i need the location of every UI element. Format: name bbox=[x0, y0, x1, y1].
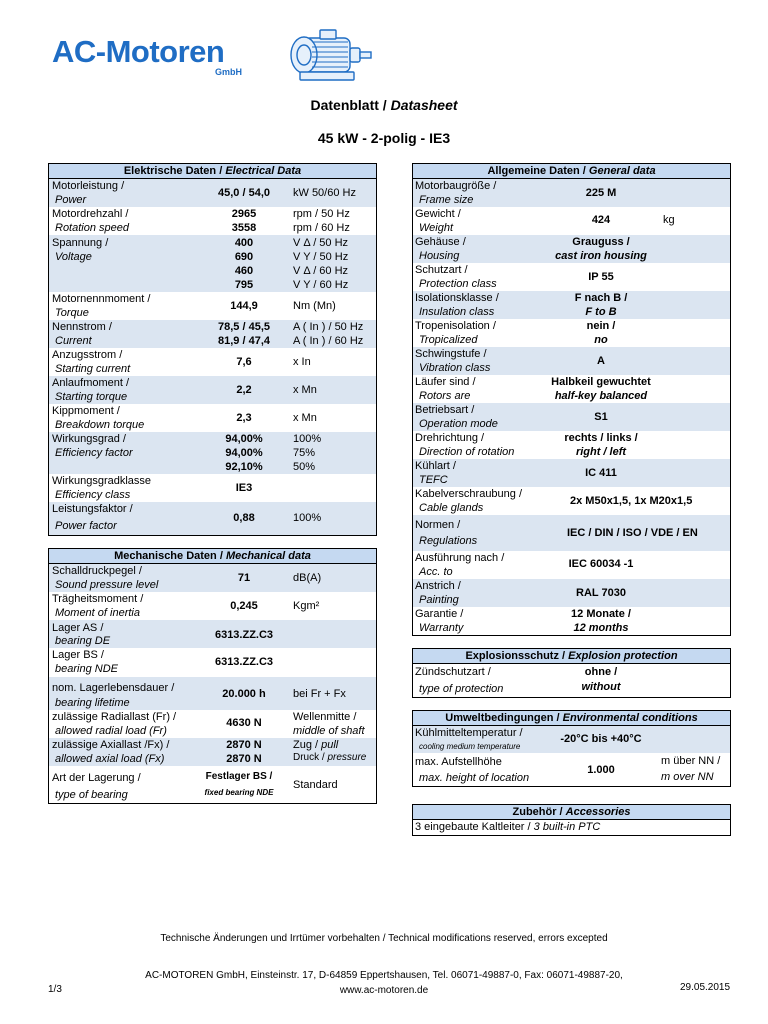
logo-subtext: GmbH bbox=[215, 67, 242, 77]
row-efficiency: Wirkungsgrad / Efficiency factor 94,00% 100% 94,00% 75% 92,10% 50% bbox=[49, 432, 376, 474]
row-housing: Gehäuse / Housing Grauguss / cast iron housing bbox=[413, 235, 730, 263]
document-subtitle: 45 kW - 2-polig - IE3 bbox=[317, 130, 451, 146]
row-weight: Gewicht / Weight 424 kg bbox=[415, 208, 675, 234]
row-radial-load: zulässige Radiallast (Fr) / allowed radial load (Fr) 4630 N Wellenmitte / middle of shaft bbox=[52, 711, 365, 737]
row-axial-load: zulässige Axiallast /Fx) / allowed axial load (Fx) 2870 N Zug / pull 2870 N Druck / pressure bbox=[49, 738, 376, 766]
row-tropicalized: Tropenisolation / Tropicalized nein / no bbox=[415, 320, 616, 346]
row-bearing-type: Art der Lagerung / type of bearing Festlager BS / fixed bearing NDE Standard bbox=[52, 771, 338, 801]
document-date: 29.05.2015 bbox=[680, 982, 731, 993]
row-rotors: Läufer sind / Rotors are Halbkeil gewuchtet half-key balanced bbox=[415, 376, 651, 402]
accessories-header: Zubehör / Accessories bbox=[413, 805, 730, 820]
row-bearing-nde: Lager BS / bearing NDE 6313.ZZ.C3 bbox=[52, 649, 274, 675]
row-regulations: Normen / Regulations IEC / DIN / ISO / VDE / EN bbox=[413, 515, 730, 551]
row-starting-torque: Anlaufmoment / Starting torque 2,2 x Mn bbox=[49, 376, 376, 404]
row-operation-mode: Betriebsart / Operation mode S1 bbox=[413, 403, 730, 431]
row-power-factor: Leistungsfaktor / Power factor 0,88 100% bbox=[49, 502, 376, 535]
row-cooling: Kühlart / TEFC IC 411 bbox=[413, 459, 730, 487]
environmental-conditions-header: Umweltbedingungen / Environmental conditions bbox=[413, 711, 730, 726]
electrical-data-table bbox=[48, 163, 377, 536]
row-painting: Anstrich / Painting RAL 7030 bbox=[413, 579, 730, 607]
row-cable-glands: Kabelverschraubung / Cable glands 2x M50x1,5, 1x M20x1,5 bbox=[415, 488, 693, 514]
company-address bbox=[0, 968, 768, 998]
electrical-data-header: Elektrische Daten / Electrical Data bbox=[49, 164, 376, 179]
accessories-table bbox=[412, 804, 731, 836]
logo-text: AC-Motoren bbox=[52, 34, 225, 69]
row-protection-class: Schutzart / Protection class IP 55 bbox=[415, 264, 614, 290]
row-ignition-protection: Zündschutzart / type of protection ohne / without bbox=[415, 666, 621, 695]
document-title: Datenblatt / Datasheet bbox=[310, 97, 458, 113]
environmental-conditions-table bbox=[412, 710, 731, 787]
row-efficiency-class: Wirkungsgradklasse Efficiency class IE3 bbox=[52, 475, 253, 501]
row-accessory-ptc: 3 eingebaute Kaltleiter / 3 built-in PTC bbox=[415, 821, 601, 833]
row-power: Motorleistung / Power 45,0 / 54,0 kW 50/60 Hz bbox=[49, 179, 376, 207]
row-torque: Motornennmoment / Torque 144,9 Nm (Mn) bbox=[52, 293, 336, 319]
general-data-table bbox=[412, 163, 731, 636]
company-logo bbox=[52, 34, 242, 77]
explosion-protection-table bbox=[412, 648, 731, 698]
explosion-protection-header: Explosionsschutz / Explosion protection bbox=[413, 649, 730, 664]
motor-illustration bbox=[282, 28, 374, 84]
address-line: AC-MOTOREN GmbH, Einsteinstr. 17, D-64859 Eppertshausen, Tel. 06071-49887-0, Fax: 06071-49887-20, bbox=[145, 970, 623, 981]
row-design: Ausführung nach / Acc. to IEC 60034 -1 bbox=[415, 552, 634, 578]
row-bearing-de: Lager AS / bearing DE 6313.ZZ.C3 bbox=[49, 620, 376, 648]
row-current: Nennstrom / Current 78,5 / 45,5 A ( In ) / 50 Hz 81,9 / 47,4 A ( In ) / 60 Hz bbox=[49, 320, 376, 348]
row-breakdown-torque: Kippmoment / Breakdown torque 2,3 x Mn bbox=[52, 405, 317, 431]
website-link[interactable]: www.ac-motoren.de bbox=[339, 985, 429, 996]
page-number: 1/3 bbox=[48, 984, 62, 995]
row-voltage: Spannung / Voltage 400 V Δ / 50 Hz 690 V Y / 50 Hz 460 V Δ / 60 Hz 795 V Y / 60 Hz bbox=[49, 235, 376, 292]
row-rotation-direction: Drehrichtung / Direction of rotation rechts / links / right / left bbox=[415, 432, 638, 458]
row-vibration-class: Schwingstufe / Vibration class A bbox=[413, 347, 730, 375]
row-speed: Motordrehzahl / Rotation speed 2965 rpm / 50 Hz 3558 rpm / 60 Hz bbox=[52, 208, 350, 234]
general-data-header: Allgemeine Daten / General data bbox=[413, 164, 730, 179]
row-max-altitude: max. Aufstellhöhe max. height of location 1.000 m über NN / m over NN bbox=[415, 755, 721, 784]
row-starting-current: Anzugsstrom / Starting current 7,6 x In bbox=[52, 349, 311, 375]
disclaimer-note: Technische Änderungen und Irrtümer vorbehalten / Technical modifications reserved, errors excepted bbox=[160, 933, 608, 944]
row-bearing-lifetime: nom. Lagerlebensdauer / bearing lifetime 20.000 h bei Fr + Fx bbox=[49, 677, 376, 710]
mechanical-data-header: Mechanische Daten / Mechanical data bbox=[49, 549, 376, 564]
mechanical-data-table bbox=[48, 548, 377, 804]
row-insulation-class: Isolationsklasse / Insulation class F nach B / F to B bbox=[413, 291, 730, 319]
row-frame-size: Motorbaugröße / Frame size 225 M bbox=[413, 179, 730, 207]
row-warranty: Garantie / Warranty 12 Monate / 12 months bbox=[415, 608, 631, 634]
row-sound: Schalldruckpegel / Sound pressure level 71 dB(A) bbox=[49, 564, 376, 592]
row-inertia: Trägheitsmoment / Moment of inertia 0,245 Kgm² bbox=[52, 593, 320, 619]
row-coolant-temperature: Kühlmitteltemperatur / cooling medium temperature -20°C bis +40°C bbox=[413, 726, 730, 753]
